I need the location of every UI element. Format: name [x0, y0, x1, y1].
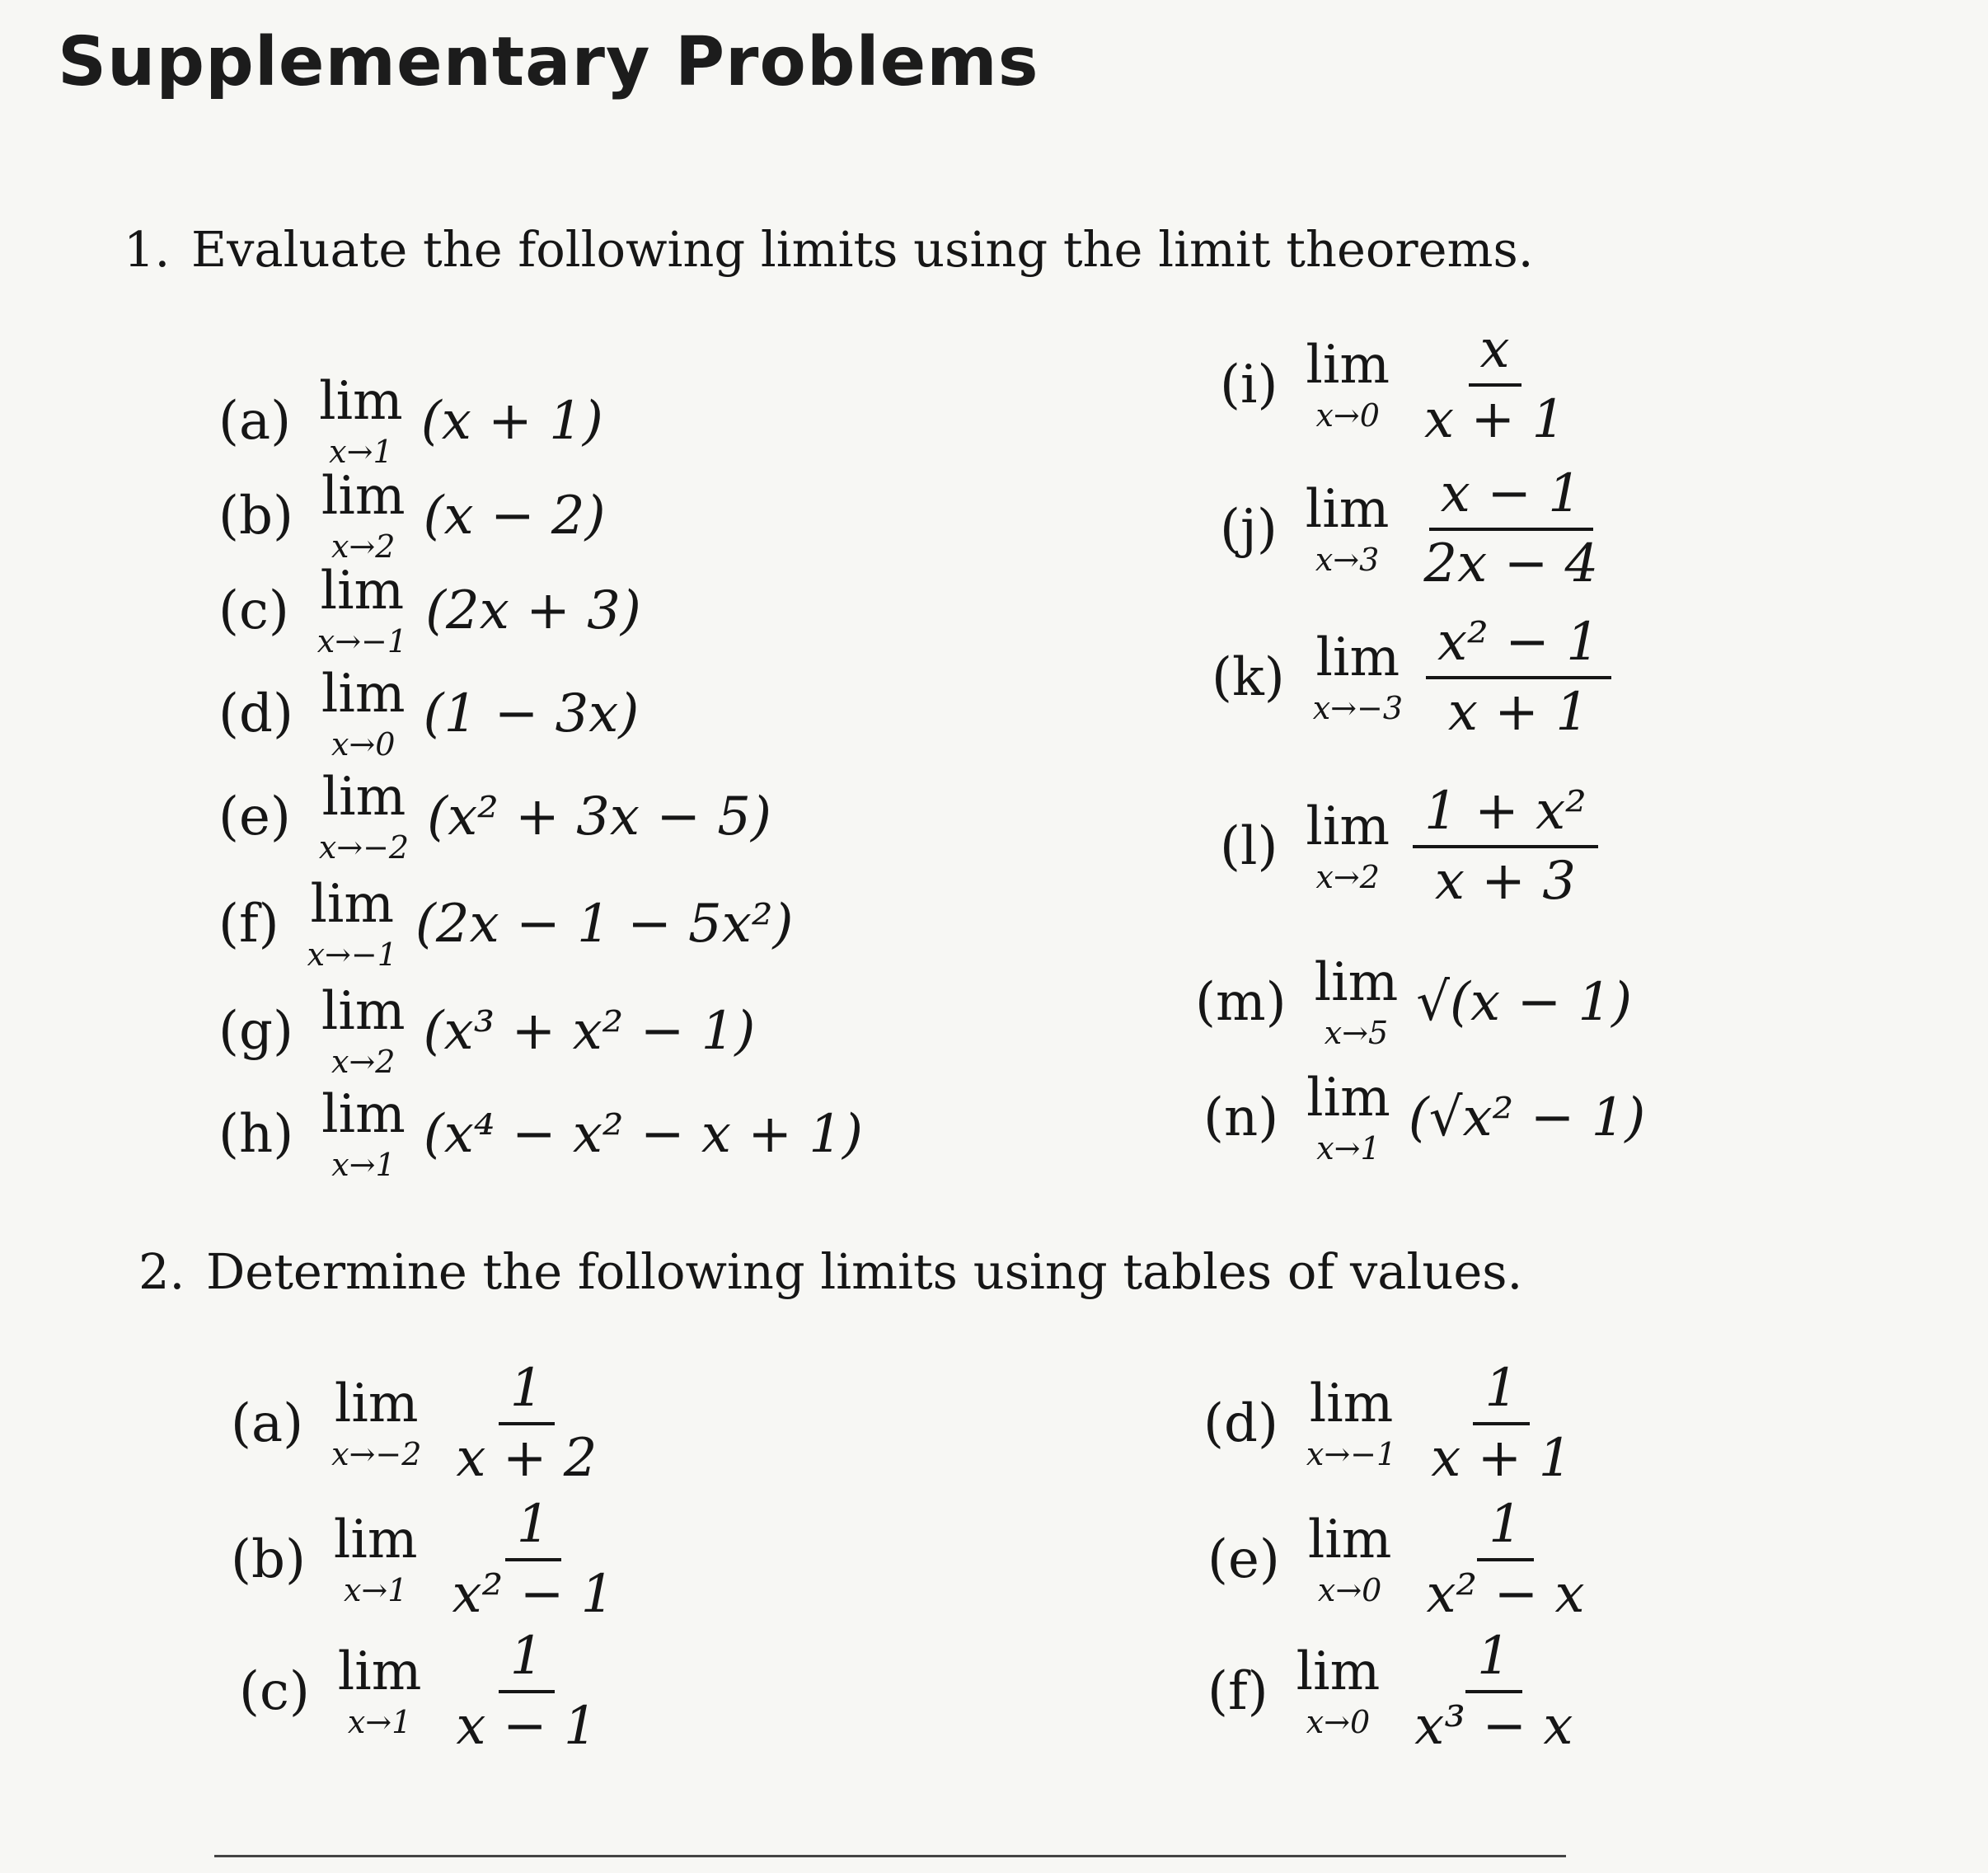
numerator: 1: [1473, 1360, 1530, 1425]
denominator: x + 1: [1424, 389, 1566, 451]
limit-operator: [1306, 796, 1390, 896]
denominator: x + 1: [1431, 1428, 1573, 1490]
item-label: (f): [218, 894, 279, 955]
lim-word: lim: [1306, 796, 1390, 858]
question-number: 2.: [138, 1243, 185, 1300]
item-label: (d): [1203, 1393, 1278, 1455]
limit-approach: x→−1: [307, 936, 397, 973]
lim-word: lim: [319, 371, 403, 432]
denominator: x + 2: [456, 1428, 598, 1490]
fraction: [444, 1358, 608, 1490]
item-label: (b): [218, 486, 293, 547]
limit-expression: (2x − 1 − 5x²): [415, 894, 794, 955]
fraction: [1419, 1358, 1583, 1490]
limit-operator: [1307, 1509, 1392, 1609]
q1-item-k: [1212, 612, 1611, 744]
numerator: 1: [505, 1496, 562, 1561]
lim-word: lim: [337, 1641, 422, 1703]
lim-word: lim: [310, 874, 395, 935]
question-text: Evaluate the following limits using the limit theorems.: [191, 221, 1534, 278]
item-label: (a): [231, 1393, 304, 1455]
limit-approach: x→1: [343, 1572, 408, 1609]
limit-approach: x→5: [1324, 1015, 1389, 1051]
item-label: (c): [239, 1661, 310, 1723]
limit-approach: x→−2: [331, 1436, 422, 1473]
limit-operator: [1306, 1373, 1397, 1473]
limit-approach: x→2: [331, 528, 396, 565]
limit-operator: [337, 1641, 422, 1741]
fraction: [1413, 781, 1598, 913]
limit-operator: [318, 767, 410, 866]
item-label: (l): [1220, 816, 1278, 878]
lim-word: lim: [1309, 1373, 1394, 1435]
fraction: [1426, 612, 1611, 744]
lim-word: lim: [321, 981, 406, 1042]
lim-word: lim: [1307, 1509, 1392, 1571]
lim-word: lim: [321, 466, 406, 527]
limit-operator: [316, 561, 408, 660]
item-label: (a): [218, 391, 292, 452]
q1-item-b: [218, 466, 606, 565]
denominator: x − 1: [456, 1696, 598, 1758]
fraction: [1413, 319, 1577, 451]
lim-word: lim: [320, 561, 405, 622]
q1-item-g: [218, 981, 756, 1080]
limit-operator: [321, 1084, 406, 1183]
item-label: (h): [218, 1104, 294, 1165]
limit-operator: [1306, 335, 1390, 434]
limit-operator: [1314, 952, 1399, 1051]
numerator: 1: [1465, 1628, 1522, 1693]
item-label: (m): [1195, 972, 1287, 1033]
limit-approach: x→−2: [318, 829, 410, 866]
item-label: (e): [218, 786, 291, 847]
q1-item-n: [1203, 1068, 1646, 1167]
limit-approach: x→1: [331, 1147, 396, 1183]
limit-approach: x→0: [331, 726, 396, 763]
denominator: x + 1: [1447, 682, 1589, 744]
fraction: [1403, 1626, 1584, 1758]
limit-approach: x→0: [1306, 1704, 1371, 1741]
limit-expression: (x − 2): [423, 486, 606, 547]
limit-expression: (2x + 3): [425, 580, 641, 641]
numerator: 1: [499, 1628, 556, 1693]
limit-approach: x→1: [347, 1704, 412, 1741]
item-label: (e): [1207, 1529, 1280, 1591]
limit-operator: [321, 664, 406, 763]
lim-word: lim: [1306, 1068, 1390, 1129]
lim-word: lim: [1296, 1641, 1381, 1703]
item-label: (i): [1220, 354, 1278, 416]
q1-item-f: [218, 874, 794, 973]
limit-operator: [307, 874, 397, 973]
item-label: (j): [1220, 499, 1278, 561]
fraction: [1414, 1494, 1596, 1626]
limit-approach: x→2: [331, 1044, 396, 1080]
item-label: (f): [1207, 1661, 1268, 1723]
limit-approach: x→3: [1315, 542, 1380, 579]
q1-item-i: [1220, 319, 1577, 451]
q1-item-j: [1220, 463, 1610, 595]
lim-word: lim: [1315, 627, 1400, 689]
lim-word: lim: [1314, 952, 1399, 1013]
q2-item-f: [1207, 1626, 1584, 1758]
limit-approach: x→2: [1315, 859, 1380, 896]
page-title: Supplementary Problems: [58, 23, 1039, 101]
limit-operator: [1296, 1641, 1381, 1741]
limit-expression: (1 − 3x): [423, 683, 640, 744]
q1-item-l: [1220, 781, 1598, 913]
q1-item-m: [1195, 952, 1633, 1051]
limit-expression: (x³ + x² − 1): [423, 1001, 756, 1062]
limit-expression: (√x² − 1): [1408, 1087, 1646, 1148]
lim-word: lim: [321, 767, 406, 828]
limit-approach: x→1: [329, 434, 393, 470]
question-1-heading: [124, 221, 1534, 278]
limit-operator: [319, 371, 403, 470]
fraction: [441, 1494, 626, 1626]
footer-rule: [214, 1855, 1566, 1857]
limit-operator: [331, 1373, 422, 1473]
fraction: [1412, 463, 1610, 595]
limit-expression: (x + 1): [420, 391, 603, 452]
denominator: x² − x: [1426, 1564, 1585, 1626]
limit-operator: [321, 981, 406, 1080]
numerator: 1: [499, 1360, 556, 1425]
lim-word: lim: [334, 1373, 419, 1435]
item-label: (g): [218, 1001, 293, 1062]
question-text: Determine the following limits using tables of values.: [206, 1243, 1523, 1300]
numerator: x − 1: [1429, 466, 1593, 531]
lim-word: lim: [1306, 335, 1390, 397]
limit-approach: x→−1: [316, 623, 408, 660]
lim-word: lim: [321, 664, 406, 725]
limit-approach: x→0: [1315, 397, 1380, 434]
q1-item-d: [218, 664, 640, 763]
limit-expression: (x⁴ − x² − x + 1): [423, 1104, 863, 1165]
q2-item-c: [239, 1626, 609, 1758]
q1-item-c: [218, 561, 641, 660]
limit-approach: x→−1: [1306, 1436, 1397, 1473]
limit-operator: [1305, 479, 1390, 579]
denominator: x³ − x: [1414, 1696, 1573, 1758]
limit-operator: [321, 466, 406, 565]
lim-word: lim: [321, 1084, 406, 1145]
limit-operator: [1306, 1068, 1390, 1167]
item-label: (k): [1212, 647, 1285, 709]
q2-item-a: [231, 1358, 609, 1490]
fraction: [444, 1626, 608, 1758]
numerator: x² − 1: [1426, 614, 1611, 679]
item-label: (b): [231, 1529, 306, 1591]
numerator: 1 + x²: [1413, 783, 1598, 848]
question-2-heading: [138, 1243, 1522, 1300]
limit-operator: [333, 1509, 418, 1609]
item-label: (n): [1203, 1087, 1279, 1148]
item-label: (d): [218, 683, 293, 744]
lim-word: lim: [1305, 479, 1390, 541]
q1-item-h: [218, 1084, 863, 1183]
question-number: 1.: [124, 221, 171, 278]
limit-approach: x→−3: [1312, 690, 1404, 727]
denominator: 2x − 4: [1423, 533, 1599, 595]
limit-expression: √(x − 1): [1416, 972, 1633, 1033]
item-label: (c): [218, 580, 289, 641]
q2-item-d: [1203, 1358, 1583, 1490]
numerator: x: [1469, 322, 1521, 387]
q1-item-a: [218, 371, 603, 470]
limit-operator: [1312, 627, 1404, 727]
denominator: x + 3: [1434, 851, 1576, 913]
denominator: x² − 1: [452, 1564, 615, 1626]
limit-approach: x→0: [1317, 1572, 1382, 1609]
limit-approach: x→1: [1316, 1130, 1381, 1167]
limit-expression: (x² + 3x − 5): [427, 786, 771, 847]
q2-item-b: [231, 1494, 626, 1626]
numerator: 1: [1477, 1496, 1534, 1561]
q1-item-e: [218, 767, 771, 866]
lim-word: lim: [333, 1509, 418, 1571]
q2-item-e: [1207, 1494, 1596, 1626]
